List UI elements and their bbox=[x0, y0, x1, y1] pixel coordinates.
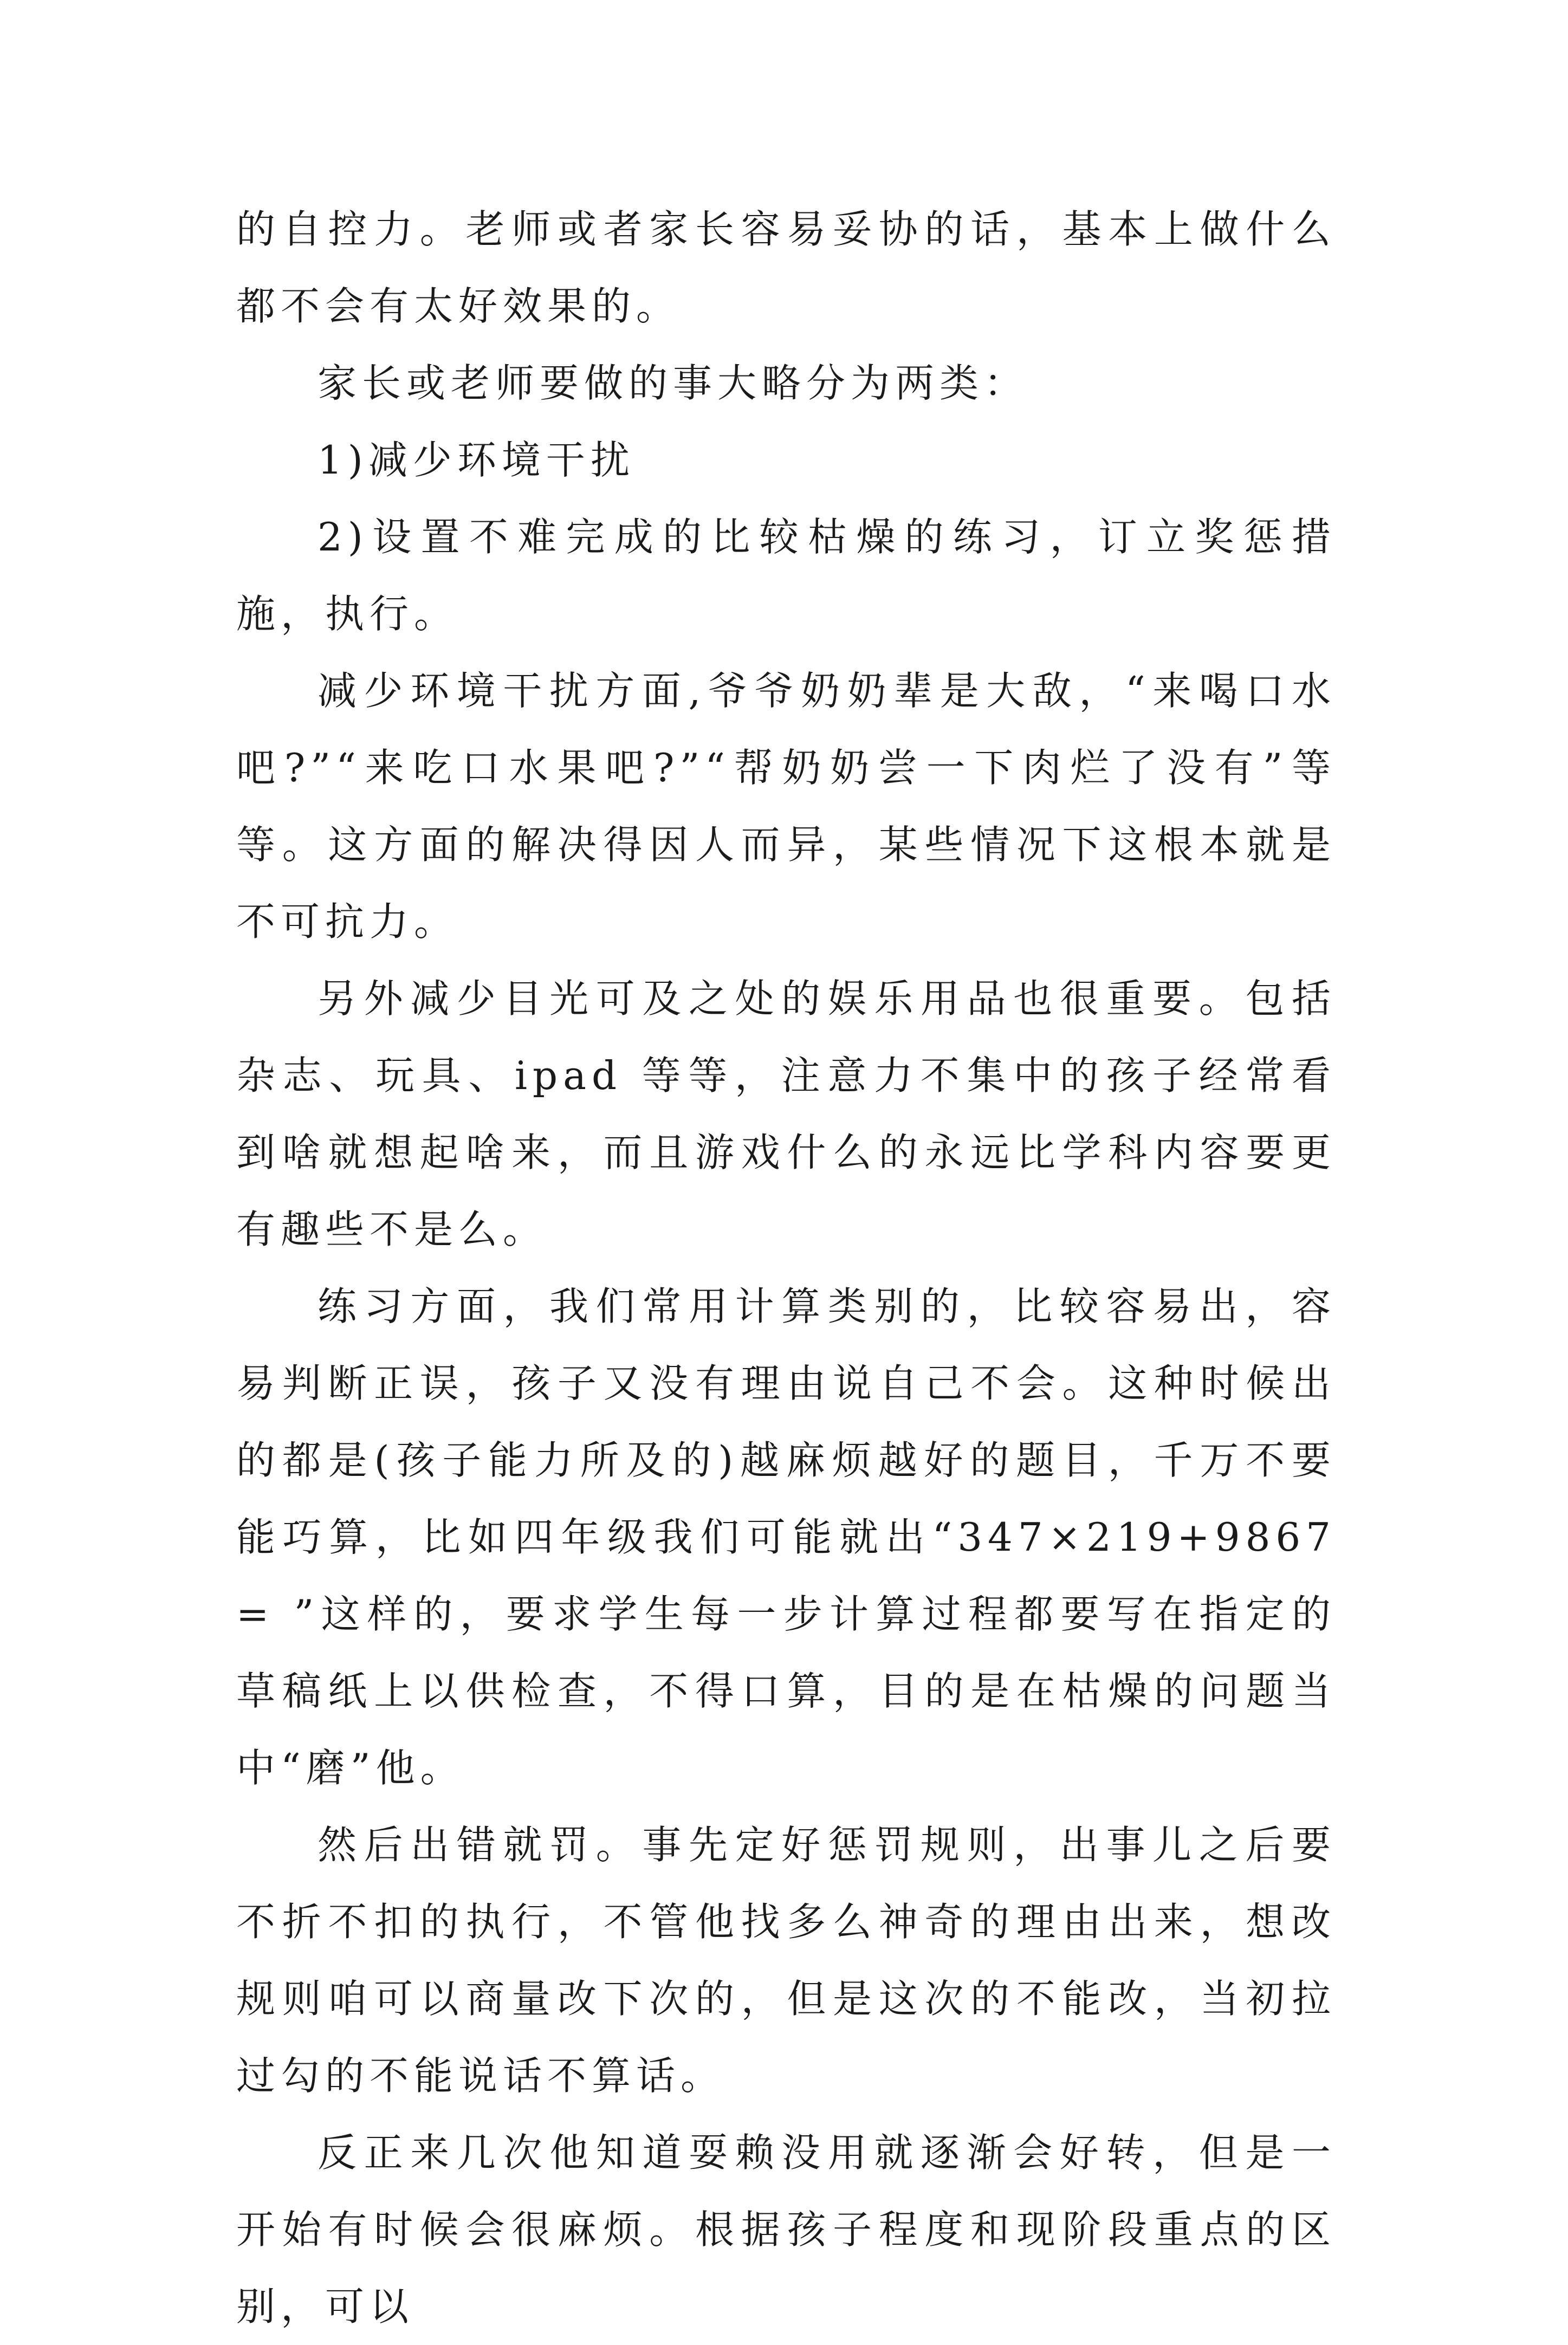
paragraph: 另外减少目光可及之处的娱乐用品也很重要。包括杂志、玩具、ipad 等等，注意力不集中的孩子经常看到啥就想起啥来，而且游戏什么的永远比学科内容要更有趣些不是么。 bbox=[236, 976, 1336, 1252]
paragraph: 反正来几次他知道耍赖没用就逐渐会好转，但是一开始有时候会很麻烦。根据孩子程度和现阶段重点的区别，可以 bbox=[236, 2130, 1336, 2329]
paragraph: 然后出错就罚。事先定好惩罚规则，出事儿之后要不折不扣的执行，不管他找多么神奇的理由出来，想改规则咱可以商量改下次的，但是这次的不能改，当初拉过勾的不能说话不算话。 bbox=[236, 1822, 1336, 2098]
document-body bbox=[236, 191, 1336, 2345]
list-item: 2)设置不难完成的比较枯燥的练习，订立奖惩措施，执行。 bbox=[236, 514, 1336, 637]
list-item: 1)减少环境干扰 bbox=[318, 437, 635, 483]
paragraph: 家长或老师要做的事大略分为两类： bbox=[318, 360, 1029, 406]
paragraph: 减少环境干扰方面,爷爷奶奶辈是大敌，“来喝口水吧?”“来吃口水果吧?”“帮奶奶尝一下肉烂了没有”等等。这方面的解决得因人而异，某些情况下这根本就是不可抗力。 bbox=[236, 668, 1336, 944]
paragraph: 练习方面，我们常用计算类别的，比较容易出，容易判断正误，孩子又没有理由说自己不会。这种时候出的都是(孩子能力所及的)越麻烦越好的题目，千万不要能巧算，比如四年级我们可能就出“347×219+9867= ”这样的，要求学生每一步计算过程都要写在指定的草稿纸上以供检查，不得口算，目的是在枯燥的问题当中“磨”他。 bbox=[236, 1284, 1336, 1791]
paragraph: 的自控力。老师或者家长容易妥协的话，基本上做什么都不会有太好效果的。 bbox=[236, 206, 1336, 329]
